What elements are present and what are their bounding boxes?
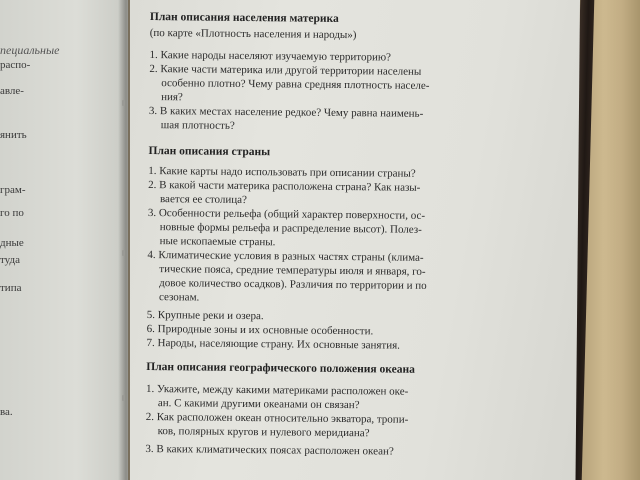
left-fragment: дные [0, 237, 24, 249]
list-item: 3. В каких климатических поясах расположен океан? [145, 442, 394, 458]
list-item: 1. Укажите, между какими материками расположен оке- [145, 382, 409, 398]
binding-stitch [122, 395, 125, 401]
text-line: шая плотность? [160, 119, 235, 132]
section-heading: План описания географического положения океана [146, 360, 415, 376]
left-fragment: ва. [0, 406, 13, 418]
text-line: новные формы рельефа и распределение высот). Полез- [159, 221, 422, 236]
text-line: довое количество осадков). Различия по территории и по [159, 277, 427, 292]
text-line: сезонам. [158, 291, 200, 304]
text-line: ния? [161, 91, 183, 104]
text-line: особенно плотно? Чему равна средняя плотность населе- [161, 77, 430, 92]
left-page [0, 0, 128, 480]
binding-stitch [122, 100, 125, 106]
left-fragment: авле- [0, 85, 24, 97]
left-fragment: пециальные [0, 43, 60, 57]
list-item: 4. Климатические условия в разных частях страны (клима- [147, 248, 424, 264]
list-item: 3. Особенности рельефа (общий характер поверхности, ос- [147, 206, 426, 222]
left-fragment: янить [0, 129, 27, 141]
left-fragment: типа [0, 282, 22, 294]
list-item: 3. В каких местах население редкое? Чему равна наимень- [148, 104, 424, 120]
text-line: (по карте «Плотность населения и народы») [149, 26, 357, 42]
list-item: 2. Как расположен океан относительно экватора, тропи- [145, 410, 409, 426]
section-heading: План описания населения материка [149, 11, 339, 25]
text-line: ков, полярных кругов и нулевого меридиана? [157, 425, 370, 440]
list-item: 1. Какие народы населяют изучаемую территорию? [149, 48, 392, 64]
list-item: 5. Крупные реки и озера. [146, 308, 264, 323]
text-line: ан. С какими другими океанами он связан? [157, 397, 360, 412]
list-item: 7. Народы, населяющие страну. Их основные занятия. [146, 336, 401, 352]
left-fragment: го по [0, 207, 24, 219]
text-line: тические пояса, средние температуры июля и января, го- [159, 263, 426, 278]
left-fragment: распо- [0, 59, 31, 71]
text-line: вается ее столица? [159, 193, 247, 207]
left-fragment: туда [0, 254, 20, 266]
binding-stitch [122, 250, 125, 256]
text-line: ные ископаемые страны. [159, 235, 276, 249]
list-item: 2. Какие части материка или другой территории населены [149, 62, 422, 78]
left-fragment: грам- [0, 184, 26, 196]
list-item: 6. Природные зоны и их основные особенности. [146, 322, 374, 338]
section-heading: План описания страны [148, 144, 271, 159]
list-item: 1. Какие карты надо использовать при описании страны? [148, 164, 416, 180]
list-item: 2. В какой части материка расположена страна? Как назы- [148, 178, 421, 194]
